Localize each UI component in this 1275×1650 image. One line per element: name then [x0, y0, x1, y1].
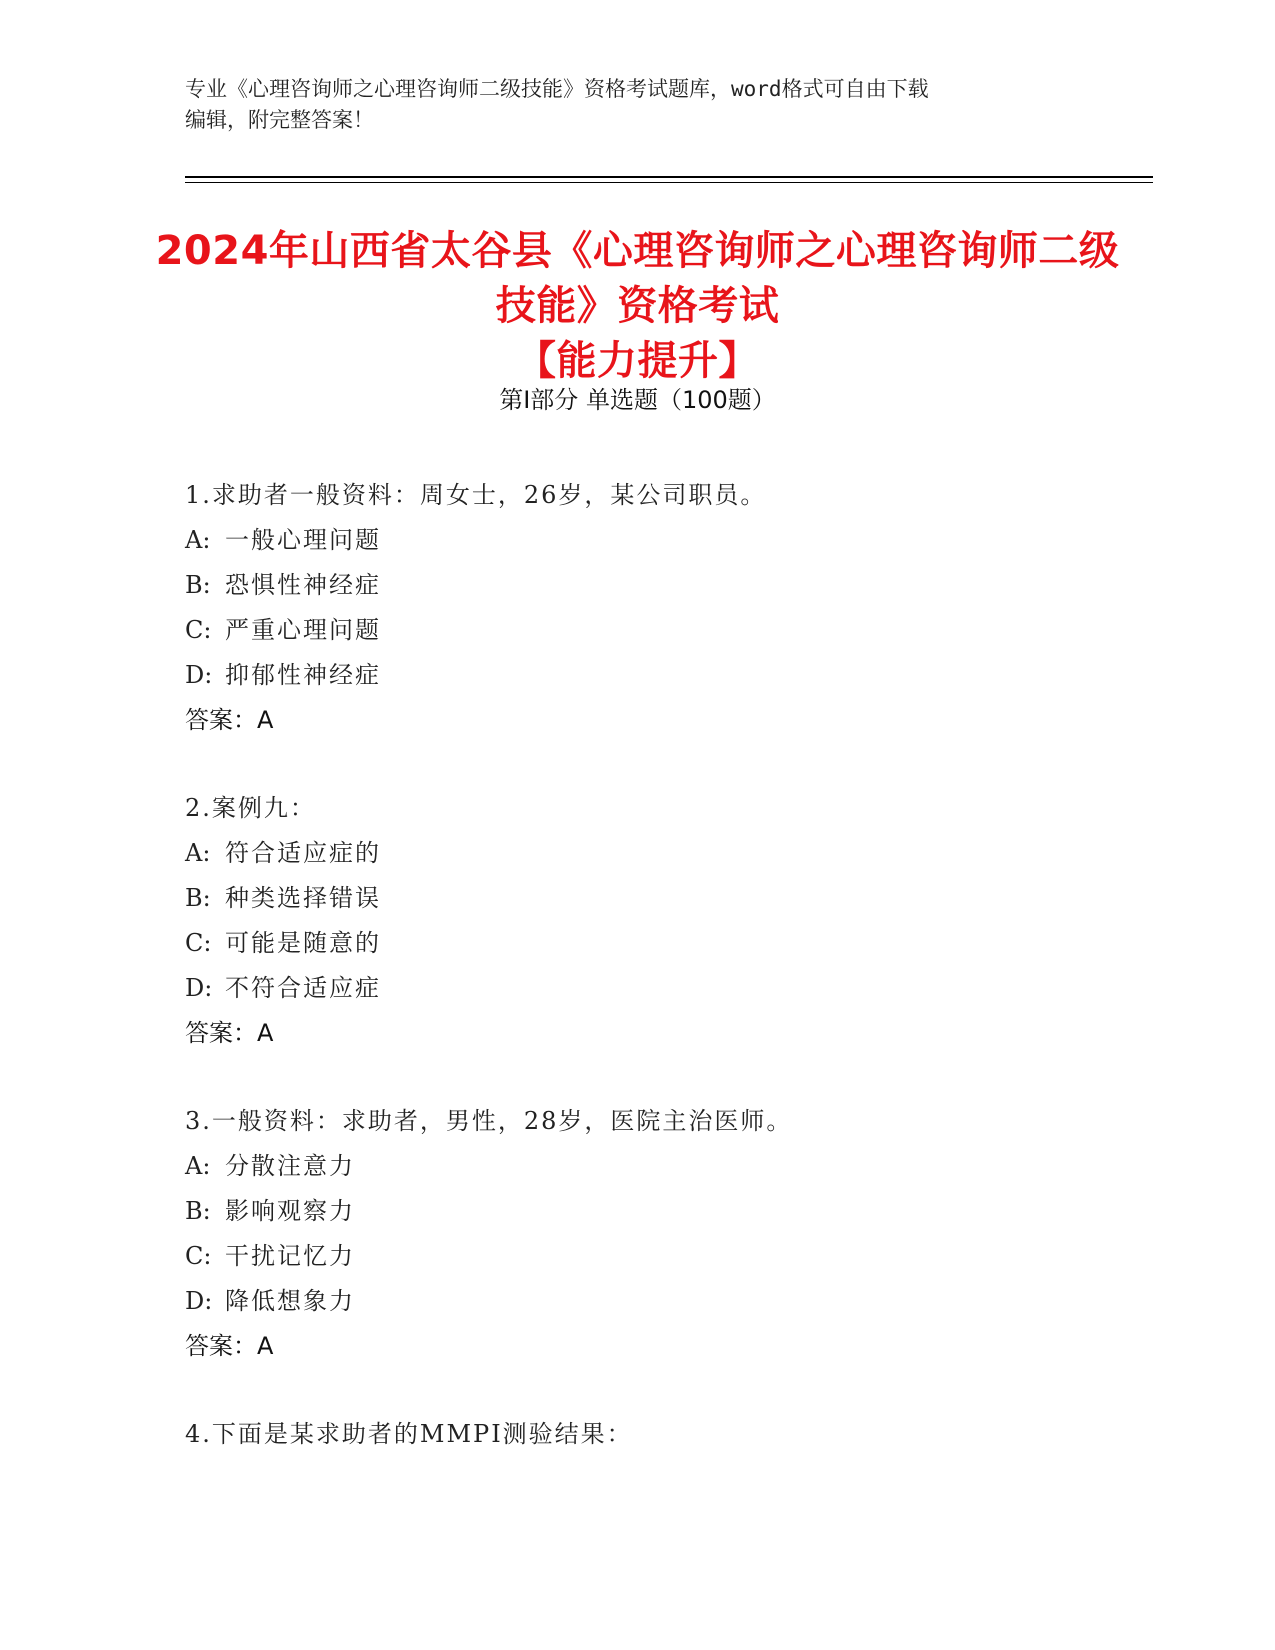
header-note-line-1: 专业《心理咨询师之心理咨询师二级技能》资格考试题库，word格式可自由下载 — [185, 77, 929, 101]
option-key: A: — [185, 1152, 211, 1180]
question-3 — [185, 1099, 1135, 1369]
option-text: 严重心理问题 — [225, 616, 381, 644]
question-list — [185, 473, 1135, 1500]
question-stem: 2.案例九： — [185, 794, 316, 822]
option-d — [185, 1279, 1135, 1324]
answer: 答案：A — [185, 706, 274, 734]
option-a — [185, 1144, 1135, 1189]
question-stem: 1.求助者一般资料：周女士，26岁，某公司职员。 — [185, 481, 767, 509]
option-key: B: — [185, 1197, 211, 1225]
document-title-line-2: 【能力提升】 — [516, 338, 759, 384]
option-text: 恐惧性神经症 — [225, 571, 381, 599]
option-key: C: — [185, 1242, 212, 1270]
document-title-line-1: 2024年山西省太谷县《心理咨询师之心理咨询师二级技能》资格考试 — [155, 228, 1120, 329]
option-key: D: — [185, 1287, 213, 1315]
header-divider-thin — [185, 182, 1153, 183]
option-b — [185, 1189, 1135, 1234]
option-key: D: — [185, 974, 213, 1002]
question-2 — [185, 786, 1135, 1056]
question-4 — [185, 1412, 1135, 1457]
option-key: A: — [185, 526, 211, 554]
option-d — [185, 653, 1135, 698]
option-key: B: — [185, 884, 211, 912]
question-stem: 3.一般资料：求助者，男性，28岁，医院主治医师。 — [185, 1107, 793, 1135]
option-key: A: — [185, 839, 211, 867]
option-text: 抑郁性神经症 — [225, 661, 381, 689]
option-c — [185, 921, 1135, 966]
option-text: 符合适应症的 — [225, 839, 381, 867]
option-key: B: — [185, 571, 211, 599]
header-divider-thick — [185, 176, 1153, 178]
option-b — [185, 563, 1135, 608]
option-a — [185, 518, 1135, 563]
answer: 答案：A — [185, 1332, 274, 1360]
option-key: C: — [185, 929, 212, 957]
option-a — [185, 831, 1135, 876]
option-text: 种类选择错误 — [225, 884, 381, 912]
question-1 — [185, 473, 1135, 743]
option-c — [185, 608, 1135, 653]
header-note — [185, 74, 1065, 136]
option-text: 影响观察力 — [225, 1197, 355, 1225]
document-title — [150, 224, 1125, 389]
option-text: 干扰记忆力 — [225, 1242, 355, 1270]
answer: 答案：A — [185, 1019, 274, 1047]
option-c — [185, 1234, 1135, 1279]
option-text: 可能是随意的 — [225, 929, 381, 957]
option-key: C: — [185, 616, 212, 644]
option-b — [185, 876, 1135, 921]
section-heading: 第Ⅰ部分 单选题（100题） — [499, 386, 776, 414]
option-text: 降低想象力 — [225, 1287, 355, 1315]
option-key: D: — [185, 661, 213, 689]
option-text: 不符合适应症 — [225, 974, 381, 1002]
question-stem: 4.下面是某求助者的MMPI测验结果： — [185, 1420, 633, 1448]
option-d — [185, 966, 1135, 1011]
header-note-line-2: 编辑，附完整答案！ — [185, 108, 374, 132]
option-text: 分散注意力 — [225, 1152, 355, 1180]
option-text: 一般心理问题 — [225, 526, 381, 554]
